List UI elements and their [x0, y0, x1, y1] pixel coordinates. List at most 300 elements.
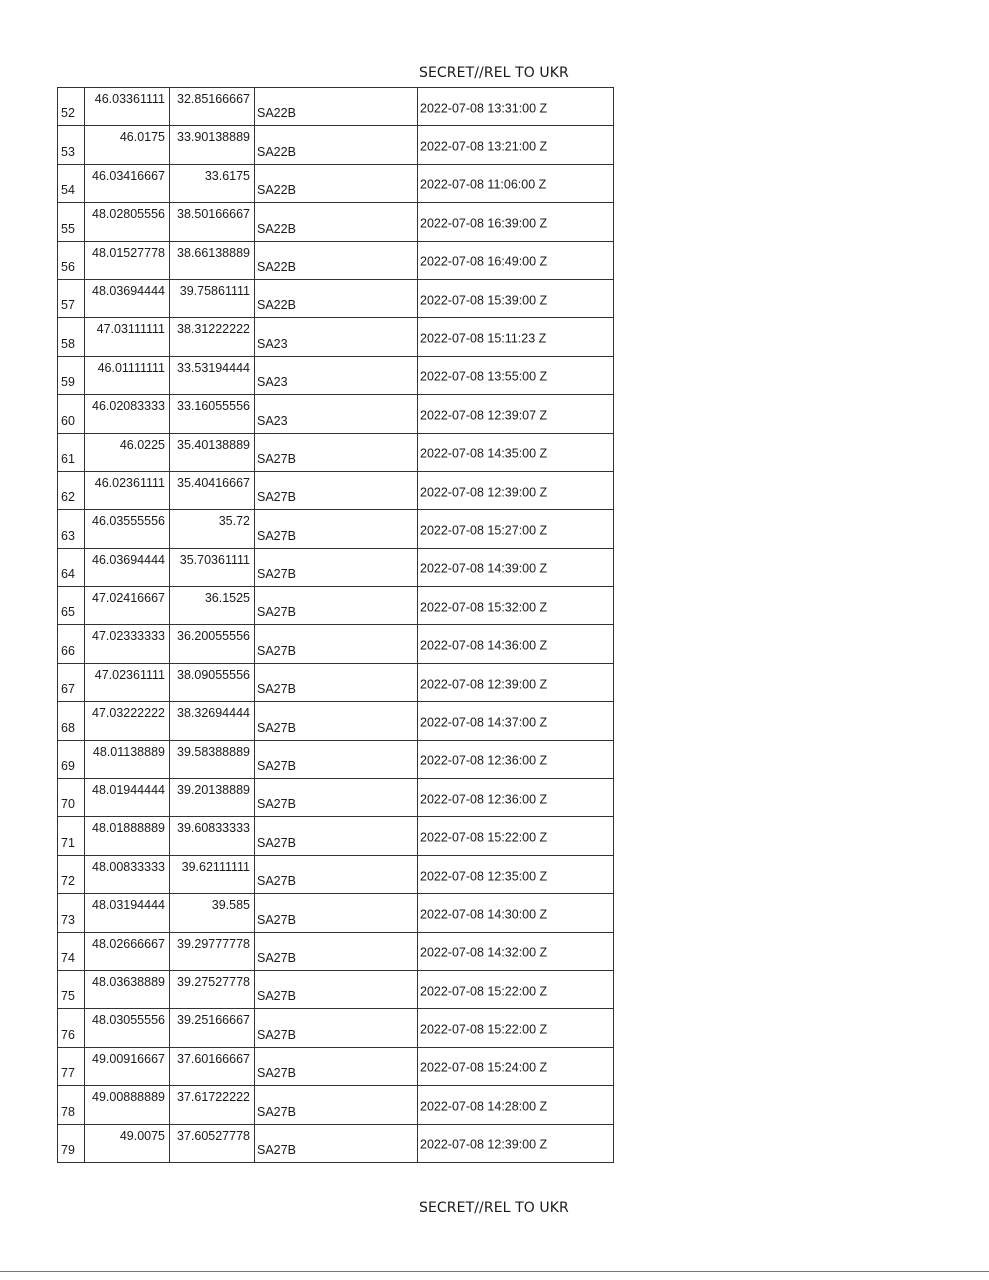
- longitude-cell: [170, 1124, 255, 1162]
- system-cell: [255, 894, 418, 932]
- row-number-text: 67: [61, 682, 75, 697]
- table-row: [58, 88, 614, 126]
- latitude-cell: [85, 1086, 170, 1124]
- latitude-cell-text: 48.01527778: [92, 245, 165, 260]
- row-number-text: 54: [61, 183, 75, 198]
- latitude-cell: [85, 1124, 170, 1162]
- row-number: [58, 356, 85, 394]
- row-number-text: 74: [61, 950, 75, 965]
- latitude-cell-text: 46.03416667: [92, 168, 165, 183]
- row-number-text: 77: [61, 1066, 75, 1081]
- timestamp-cell: [418, 1009, 614, 1047]
- longitude-cell: [170, 625, 255, 663]
- row-number: [58, 894, 85, 932]
- longitude-cell: [170, 433, 255, 471]
- row-number-text: 64: [61, 567, 75, 582]
- longitude-cell: [170, 894, 255, 932]
- row-number: [58, 203, 85, 241]
- row-number-text: 78: [61, 1104, 75, 1119]
- timestamp-cell-text: 2022-07-08 13:21:00 Z: [420, 139, 548, 154]
- system-cell-text: SA27B: [257, 797, 296, 812]
- row-number-text: 76: [61, 1027, 75, 1042]
- timestamp-cell-text: 2022-07-08 12:35:00 Z: [420, 868, 548, 883]
- latitude-cell: [85, 740, 170, 778]
- latitude-cell-text: 46.0225: [119, 437, 165, 452]
- timestamp-cell-text: 2022-07-08 12:39:07 Z: [420, 408, 548, 423]
- system-cell-text: SA22B: [257, 183, 296, 198]
- row-number: [58, 510, 85, 548]
- longitude-cell-text: 38.66138889: [177, 245, 250, 260]
- longitude-cell-text: 39.75861111: [179, 283, 250, 298]
- timestamp-cell-text: 2022-07-08 15:22:00 Z: [420, 984, 548, 999]
- timestamp-cell-text: 2022-07-08 15:24:00 Z: [420, 1060, 548, 1075]
- longitude-cell-text: 39.60833333: [177, 821, 250, 836]
- system-cell: [255, 356, 418, 394]
- timestamp-cell-text: 2022-07-08 14:32:00 Z: [420, 945, 548, 960]
- longitude-cell-text: 39.29777778: [177, 936, 250, 951]
- timestamp-cell-text: 2022-07-08 14:37:00 Z: [420, 715, 548, 730]
- row-number: [58, 471, 85, 509]
- row-number-text: 69: [61, 759, 75, 774]
- latitude-cell-text: 46.02361111: [94, 475, 165, 490]
- system-cell: [255, 510, 418, 548]
- longitude-cell-text: 38.50166667: [177, 207, 250, 222]
- longitude-cell-text: 39.25166667: [177, 1013, 250, 1028]
- timestamp-cell: [418, 241, 614, 279]
- longitude-cell-text: 37.60166667: [177, 1051, 250, 1066]
- timestamp-cell-text: 2022-07-08 13:55:00 Z: [420, 369, 548, 384]
- timestamp-cell-text: 2022-07-08 15:22:00 Z: [420, 830, 548, 845]
- row-number-text: 61: [61, 451, 75, 466]
- row-number-text: 57: [61, 298, 75, 313]
- longitude-cell-text: 35.40138889: [177, 437, 250, 452]
- system-cell: [255, 855, 418, 893]
- row-number-text: 71: [61, 835, 75, 850]
- latitude-cell-text: 46.02083333: [92, 399, 165, 414]
- longitude-cell: [170, 395, 255, 433]
- system-cell: [255, 587, 418, 625]
- system-cell-text: SA27B: [257, 835, 296, 850]
- longitude-cell: [170, 970, 255, 1008]
- latitude-cell-text: 48.01888889: [92, 821, 165, 836]
- table-body: [58, 88, 614, 1163]
- row-number-text: 79: [61, 1142, 75, 1157]
- row-number: [58, 740, 85, 778]
- latitude-cell: [85, 395, 170, 433]
- row-number-text: 62: [61, 490, 75, 505]
- timestamp-cell: [418, 1086, 614, 1124]
- system-cell-text: SA27B: [257, 950, 296, 965]
- latitude-cell-text: 48.03638889: [92, 974, 165, 989]
- timestamp-cell: [418, 932, 614, 970]
- timestamp-cell: [418, 779, 614, 817]
- latitude-cell-text: 46.03361111: [94, 92, 165, 106]
- system-cell-text: SA27B: [257, 1142, 296, 1157]
- row-number: [58, 164, 85, 202]
- latitude-cell: [85, 471, 170, 509]
- timestamp-cell: [418, 433, 614, 471]
- system-cell: [255, 279, 418, 317]
- longitude-cell-text: 35.72: [218, 514, 250, 529]
- system-cell-text: SA27B: [257, 1104, 296, 1119]
- table-row: [58, 471, 614, 509]
- row-number: [58, 241, 85, 279]
- timestamp-cell-text: 2022-07-08 12:39:00 Z: [420, 484, 548, 499]
- latitude-cell: [85, 356, 170, 394]
- longitude-cell: [170, 510, 255, 548]
- latitude-cell: [85, 1009, 170, 1047]
- row-number: [58, 126, 85, 164]
- system-cell-text: SA22B: [257, 298, 296, 313]
- timestamp-cell-text: 2022-07-08 12:39:00 Z: [420, 1137, 548, 1152]
- timestamp-cell: [418, 663, 614, 701]
- system-cell-text: SA27B: [257, 759, 296, 774]
- longitude-cell-text: 39.585: [211, 898, 250, 913]
- row-number: [58, 663, 85, 701]
- longitude-cell: [170, 1086, 255, 1124]
- latitude-cell-text: 48.02805556: [92, 207, 165, 222]
- table-row: [58, 1124, 614, 1162]
- system-cell-text: SA27B: [257, 912, 296, 927]
- latitude-cell-text: 47.03111111: [96, 322, 165, 337]
- latitude-cell-text: 48.03055556: [92, 1013, 165, 1028]
- timestamp-cell: [418, 855, 614, 893]
- table-row: [58, 164, 614, 202]
- latitude-cell: [85, 548, 170, 586]
- timestamp-cell: [418, 1124, 614, 1162]
- row-number: [58, 395, 85, 433]
- longitude-cell-text: 38.09055556: [177, 667, 250, 682]
- table-row: [58, 433, 614, 471]
- latitude-cell: [85, 855, 170, 893]
- system-cell-text: SA27B: [257, 490, 296, 505]
- table-row: [58, 625, 614, 663]
- timestamp-cell: [418, 279, 614, 317]
- longitude-cell-text: 37.61722222: [177, 1090, 250, 1105]
- longitude-cell-text: 39.62111111: [181, 859, 250, 874]
- row-number: [58, 625, 85, 663]
- timestamp-cell: [418, 203, 614, 241]
- system-cell: [255, 1086, 418, 1124]
- timestamp-cell-text: 2022-07-08 12:39:00 Z: [420, 676, 548, 691]
- row-number-text: 70: [61, 797, 75, 812]
- row-number: [58, 1047, 85, 1085]
- longitude-cell-text: 33.53194444: [177, 360, 250, 375]
- row-number: [58, 548, 85, 586]
- row-number-text: 72: [61, 874, 75, 889]
- table-row: [58, 241, 614, 279]
- row-number: [58, 433, 85, 471]
- timestamp-cell-text: 2022-07-08 11:06:00 Z: [420, 177, 547, 192]
- row-number-text: 73: [61, 912, 75, 927]
- timestamp-cell: [418, 740, 614, 778]
- system-cell: [255, 1047, 418, 1085]
- latitude-cell-text: 46.01111111: [97, 360, 165, 375]
- longitude-cell-text: 32.85166667: [177, 92, 250, 106]
- timestamp-cell-text: 2022-07-08 16:49:00 Z: [420, 254, 548, 269]
- longitude-cell: [170, 203, 255, 241]
- system-cell-text: SA27B: [257, 989, 296, 1004]
- longitude-cell: [170, 356, 255, 394]
- system-cell: [255, 395, 418, 433]
- system-cell: [255, 970, 418, 1008]
- longitude-cell-text: 39.20138889: [177, 783, 250, 798]
- latitude-cell: [85, 164, 170, 202]
- system-cell: [255, 1124, 418, 1162]
- system-cell-text: SA27B: [257, 567, 296, 582]
- row-number: [58, 318, 85, 356]
- system-cell: [255, 471, 418, 509]
- latitude-cell: [85, 663, 170, 701]
- row-number: [58, 702, 85, 740]
- longitude-cell-text: 33.6175: [204, 168, 250, 183]
- row-number-text: 55: [61, 221, 75, 236]
- system-cell-text: SA27B: [257, 643, 296, 658]
- timestamp-cell: [418, 548, 614, 586]
- longitude-cell: [170, 663, 255, 701]
- system-cell: [255, 932, 418, 970]
- longitude-cell-text: 36.20055556: [177, 629, 250, 644]
- row-number: [58, 1124, 85, 1162]
- table-row: [58, 1009, 614, 1047]
- latitude-cell: [85, 894, 170, 932]
- row-number-text: 53: [61, 144, 75, 159]
- timestamp-cell-text: 2022-07-08 15:32:00 Z: [420, 600, 548, 615]
- system-cell-text: SA27B: [257, 720, 296, 735]
- table-row: [58, 894, 614, 932]
- table-row: [58, 318, 614, 356]
- system-cell-text: SA27B: [257, 682, 296, 697]
- timestamp-cell: [418, 356, 614, 394]
- latitude-cell: [85, 241, 170, 279]
- row-number: [58, 1009, 85, 1047]
- table-row: [58, 356, 614, 394]
- timestamp-cell: [418, 88, 614, 126]
- longitude-cell: [170, 855, 255, 893]
- timestamp-cell-text: 2022-07-08 14:30:00 Z: [420, 907, 548, 922]
- longitude-cell-text: 38.32694444: [177, 706, 250, 721]
- latitude-cell-text: 49.00888889: [92, 1090, 165, 1105]
- row-number: [58, 279, 85, 317]
- timestamp-cell: [418, 817, 614, 855]
- latitude-cell-text: 47.02333333: [92, 629, 165, 644]
- longitude-cell: [170, 779, 255, 817]
- system-cell: [255, 548, 418, 586]
- row-number: [58, 88, 85, 126]
- system-cell-text: SA22B: [257, 144, 296, 159]
- timestamp-cell-text: 2022-07-08 14:28:00 Z: [420, 1099, 548, 1114]
- table-row: [58, 126, 614, 164]
- classification-footer: SECRET//REL TO UKR: [419, 1200, 569, 1216]
- timestamp-cell: [418, 587, 614, 625]
- longitude-cell-text: 33.16055556: [177, 399, 250, 414]
- longitude-cell: [170, 587, 255, 625]
- row-number: [58, 817, 85, 855]
- longitude-cell-text: 37.60527778: [177, 1128, 250, 1143]
- longitude-cell: [170, 548, 255, 586]
- longitude-cell: [170, 932, 255, 970]
- system-cell: [255, 203, 418, 241]
- longitude-cell-text: 35.40416667: [177, 475, 250, 490]
- latitude-cell-text: 46.03694444: [92, 552, 165, 567]
- longitude-cell-text: 36.1525: [204, 591, 250, 606]
- table-row: [58, 279, 614, 317]
- latitude-cell: [85, 625, 170, 663]
- system-cell: [255, 702, 418, 740]
- system-cell: [255, 740, 418, 778]
- system-cell: [255, 164, 418, 202]
- table-row: [58, 702, 614, 740]
- timestamp-cell: [418, 970, 614, 1008]
- latitude-cell-text: 48.00833333: [92, 859, 165, 874]
- latitude-cell: [85, 88, 170, 126]
- longitude-cell: [170, 318, 255, 356]
- latitude-cell-text: 47.02361111: [94, 667, 165, 682]
- system-cell-text: SA22B: [257, 221, 296, 236]
- timestamp-cell-text: 2022-07-08 12:36:00 Z: [420, 792, 548, 807]
- longitude-cell: [170, 471, 255, 509]
- table-row: [58, 932, 614, 970]
- system-cell-text: SA22B: [257, 106, 296, 121]
- system-cell: [255, 241, 418, 279]
- latitude-cell-text: 46.03555556: [92, 514, 165, 529]
- table-row: [58, 855, 614, 893]
- longitude-cell-text: 35.70361111: [179, 552, 250, 567]
- system-cell: [255, 126, 418, 164]
- table-row: [58, 395, 614, 433]
- timestamp-cell-text: 2022-07-08 15:27:00 Z: [420, 523, 548, 538]
- latitude-cell: [85, 587, 170, 625]
- timestamp-cell-text: 2022-07-08 14:39:00 Z: [420, 561, 548, 576]
- timestamp-cell-text: 2022-07-08 12:36:00 Z: [420, 753, 548, 768]
- row-number: [58, 855, 85, 893]
- system-cell-text: SA23: [257, 413, 288, 428]
- latitude-cell-text: 49.0075: [119, 1128, 165, 1143]
- table-row: [58, 740, 614, 778]
- latitude-cell: [85, 817, 170, 855]
- system-cell-text: SA27B: [257, 1066, 296, 1081]
- row-number-text: 65: [61, 605, 75, 620]
- timestamp-cell: [418, 126, 614, 164]
- longitude-cell-text: 38.31222222: [177, 322, 250, 337]
- timestamp-cell: [418, 894, 614, 932]
- table-row: [58, 817, 614, 855]
- coordinates-table: [57, 87, 614, 1163]
- row-number-text: 59: [61, 375, 75, 390]
- table-row: [58, 1086, 614, 1124]
- system-cell: [255, 318, 418, 356]
- latitude-cell: [85, 779, 170, 817]
- table-row: [58, 663, 614, 701]
- timestamp-cell-text: 2022-07-08 14:36:00 Z: [420, 638, 548, 653]
- table-row: [58, 510, 614, 548]
- table-row: [58, 548, 614, 586]
- row-number-text: 52: [61, 106, 75, 121]
- row-number-text: 60: [61, 413, 75, 428]
- table-row: [58, 779, 614, 817]
- page-divider: [0, 1271, 989, 1272]
- timestamp-cell: [418, 471, 614, 509]
- row-number-text: 63: [61, 528, 75, 543]
- row-number-text: 56: [61, 259, 75, 274]
- row-number: [58, 587, 85, 625]
- timestamp-cell: [418, 318, 614, 356]
- table-row: [58, 1047, 614, 1085]
- latitude-cell: [85, 126, 170, 164]
- latitude-cell-text: 48.02666667: [92, 936, 165, 951]
- timestamp-cell-text: 2022-07-08 13:31:00 Z: [420, 101, 548, 116]
- timestamp-cell: [418, 1047, 614, 1085]
- row-number-text: 58: [61, 336, 75, 351]
- classification-header: SECRET//REL TO UKR: [419, 65, 569, 81]
- longitude-cell: [170, 702, 255, 740]
- latitude-cell: [85, 203, 170, 241]
- latitude-cell-text: 48.03694444: [92, 283, 165, 298]
- system-cell-text: SA27B: [257, 528, 296, 543]
- timestamp-cell: [418, 510, 614, 548]
- system-cell: [255, 817, 418, 855]
- system-cell: [255, 433, 418, 471]
- latitude-cell: [85, 318, 170, 356]
- timestamp-cell: [418, 625, 614, 663]
- system-cell: [255, 779, 418, 817]
- latitude-cell: [85, 1047, 170, 1085]
- row-number-text: 75: [61, 989, 75, 1004]
- longitude-cell: [170, 817, 255, 855]
- longitude-cell: [170, 88, 255, 126]
- latitude-cell-text: 48.01138889: [92, 744, 165, 759]
- longitude-cell-text: 33.90138889: [177, 130, 250, 145]
- row-number-text: 68: [61, 720, 75, 735]
- latitude-cell: [85, 279, 170, 317]
- system-cell-text: SA22B: [257, 259, 296, 274]
- system-cell: [255, 663, 418, 701]
- row-number: [58, 932, 85, 970]
- latitude-cell-text: 47.02416667: [92, 591, 165, 606]
- timestamp-cell-text: 2022-07-08 16:39:00 Z: [420, 216, 548, 231]
- timestamp-cell-text: 2022-07-08 15:11:23 Z: [420, 331, 547, 346]
- row-number-text: 66: [61, 643, 75, 658]
- latitude-cell: [85, 702, 170, 740]
- system-cell: [255, 1009, 418, 1047]
- system-cell-text: SA27B: [257, 451, 296, 466]
- latitude-cell: [85, 970, 170, 1008]
- table-row: [58, 203, 614, 241]
- latitude-cell-text: 49.00916667: [92, 1051, 165, 1066]
- longitude-cell: [170, 1009, 255, 1047]
- latitude-cell-text: 47.03222222: [92, 706, 165, 721]
- timestamp-cell: [418, 395, 614, 433]
- latitude-cell-text: 46.0175: [119, 130, 165, 145]
- system-cell: [255, 88, 418, 126]
- longitude-cell: [170, 740, 255, 778]
- system-cell-text: SA23: [257, 336, 288, 351]
- timestamp-cell-text: 2022-07-08 15:22:00 Z: [420, 1022, 548, 1037]
- latitude-cell: [85, 510, 170, 548]
- table-row: [58, 970, 614, 1008]
- longitude-cell: [170, 241, 255, 279]
- longitude-cell: [170, 279, 255, 317]
- timestamp-cell: [418, 164, 614, 202]
- timestamp-cell-text: 2022-07-08 15:39:00 Z: [420, 293, 548, 308]
- longitude-cell: [170, 164, 255, 202]
- longitude-cell: [170, 1047, 255, 1085]
- table-row: [58, 587, 614, 625]
- system-cell-text: SA23: [257, 375, 288, 390]
- timestamp-cell: [418, 702, 614, 740]
- latitude-cell: [85, 932, 170, 970]
- system-cell-text: SA27B: [257, 1027, 296, 1042]
